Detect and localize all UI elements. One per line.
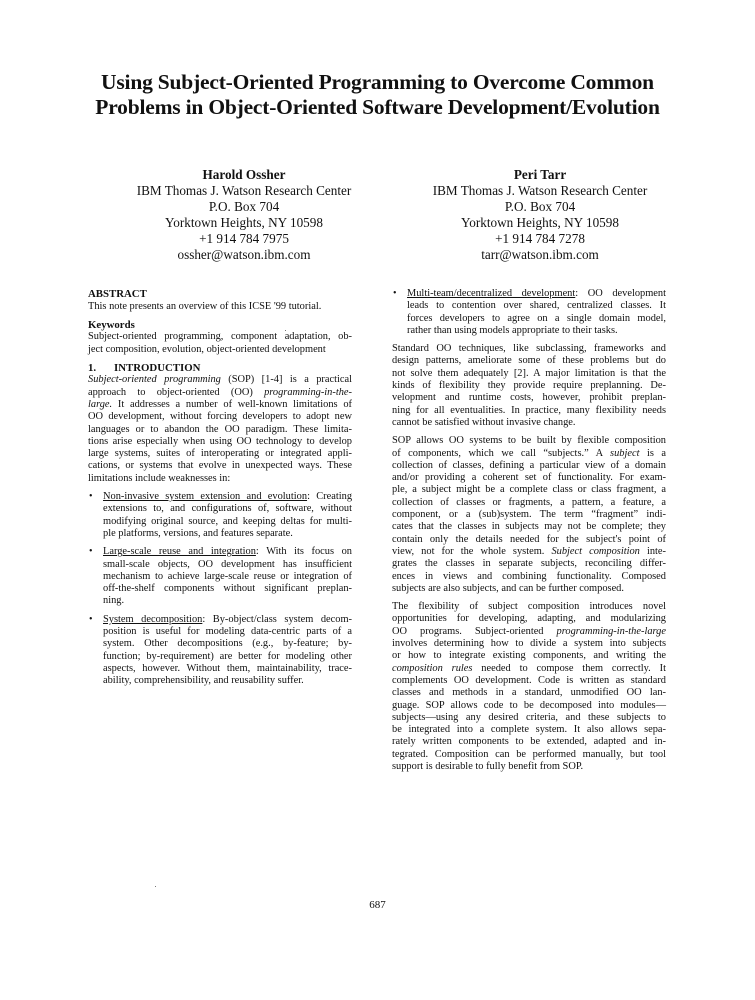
- intro-paragraph: [88, 374, 352, 485]
- abstract-text: This note presents an overview of this ICSE '99 tutorial.: [88, 300, 322, 312]
- keywords-line: Subject-oriented programming, component adaptation, ob-: [88, 331, 352, 343]
- title-line-1: Using Subject-Oriented Programming to Overcome Common: [101, 70, 654, 94]
- bullet-term: Non-invasive system extension and evolution: [103, 491, 308, 503]
- text-line: modifying original source, and keeping deltas for multi-: [103, 515, 352, 527]
- keywords-line: ject composition, evolution, object-oriented development: [88, 343, 326, 355]
- text-line: Standard OO techniques, like subclassing, frameworks and: [392, 343, 666, 355]
- text-line: aspects, however. Without them, maintainability, trace-: [103, 662, 352, 674]
- text-line: forces developers to agree on a single domain model,: [407, 312, 666, 324]
- keywords-heading: Keywords: [88, 318, 135, 331]
- text-line: support is desirable to fully benefit from SOP.: [392, 760, 584, 772]
- abstract-heading: ABSTRACT: [88, 288, 147, 300]
- text-line: ple platforms, versions, and features separate.: [103, 527, 293, 539]
- bullet-item-noninvasive: [88, 491, 352, 540]
- text-line: of components, which we call “subjects.” A subject is a: [392, 447, 666, 459]
- text-line: limitations include weaknesses in:: [88, 472, 231, 484]
- text-line: opportunities for developing, adapting, and modularizing: [392, 613, 666, 625]
- text-line: subjects—using any desired criteria, and these subjects to: [392, 711, 666, 723]
- author-address-2: Yorktown Heights, NY 10598: [461, 215, 619, 231]
- text-line: languages or to abandon the OO paradigm. These limita-: [88, 423, 352, 435]
- bullet-item-system-decomposition: [88, 614, 352, 688]
- text-line: ences in views and combining functionality. Composed: [392, 570, 666, 582]
- text-line: approach to object-oriented (OO) programming-in-the-: [88, 386, 352, 398]
- author-address-1: P.O. Box 704: [504, 199, 576, 215]
- text-line: not solve them adequately [2]. A major limitation is that the: [392, 367, 666, 379]
- text-line: cannot be satisfied without invasive change.: [392, 416, 576, 428]
- author-address-2: Yorktown Heights, NY 10598: [165, 215, 323, 231]
- text-line: and/or providing a coherent set of functionality. For exam-: [392, 472, 666, 484]
- author-name: Peri Tarr: [513, 167, 567, 182]
- text-line: OO programs. Subject-oriented programming-in-the-large: [392, 625, 666, 637]
- text-line: Multi-team/decentralized development: OO development: [407, 288, 666, 299]
- text-line: classes and methods in a standard, unmodified OO lan-: [392, 687, 666, 699]
- text-line: SOP allows OO systems to be built by flexible composition: [392, 435, 666, 447]
- bullet-term: System decomposition: [103, 613, 203, 625]
- text-line: cations, or systems that evolve in unexpected ways. These: [88, 460, 352, 472]
- left-column: [88, 288, 352, 688]
- intro-heading: [88, 362, 352, 375]
- paper-title: [0, 70, 755, 120]
- author-address-1: P.O. Box 704: [208, 199, 280, 215]
- page-number: 687: [369, 899, 386, 911]
- text-line: mechanism to achieve large-scale reuse or integration of: [103, 570, 352, 582]
- text-line: ning.: [103, 595, 125, 607]
- text-line: guage. SOP allows code to be decomposed into modules—: [392, 699, 666, 711]
- text-line: rately written components to be extended, adapted and in-: [392, 736, 666, 748]
- bullet-icon: •: [393, 288, 397, 299]
- text-line: ple, a subject might be a complete class or class fragment, a: [392, 484, 666, 496]
- text-line: tegrated. Composition can be performed manually, but tool: [392, 748, 666, 760]
- text-line: collection of classes or fragments, a pattern, a feature, a: [392, 496, 666, 508]
- text-line: tions arise especially when using OO technology to develop: [88, 435, 352, 447]
- paragraph-flexibility: [392, 601, 666, 773]
- text-line: leads to contention over shared, centralized classes. It: [407, 300, 666, 312]
- text-line: velopment and runtime costs, however, prohibit preplan-: [392, 392, 666, 404]
- text-line: off-the-shelf components without significant preplan-: [103, 583, 352, 595]
- text-line: contain only the details needed for the subject's point of: [392, 533, 666, 545]
- author-phone: +1 914 784 7278: [495, 231, 585, 247]
- scan-speck: [285, 330, 286, 331]
- title-line-2: Problems in Object-Oriented Software Development/Evolution: [95, 95, 660, 119]
- author-block-ossher: [114, 167, 374, 264]
- author-affiliation: IBM Thomas J. Watson Research Center: [432, 183, 648, 199]
- text-line: rather than using models appropriate to their tasks.: [407, 324, 618, 336]
- text-line: Non-invasive system extension and evolution: Creating: [103, 491, 353, 503]
- bullet-icon: •: [89, 491, 93, 503]
- text-line: Large-scale reuse and integration: With its focus on: [103, 546, 352, 558]
- text-line: subjects are also subjects, and can be further composed.: [392, 582, 624, 594]
- author-email: ossher@watson.ibm.com: [177, 247, 311, 263]
- text-line: or how to integrate existing components, and writing the: [392, 650, 666, 662]
- text-line: ability, comprehensibility, and reusability suffer.: [103, 675, 304, 687]
- text-line: grates the classes in separate subjects, reconciling differ-: [392, 558, 666, 570]
- text-line: large systems, suites of interoperating or integrated appli-: [88, 448, 352, 460]
- text-line: OO development, without forcing developers to adopt new: [88, 411, 352, 423]
- scan-speck: [155, 886, 156, 887]
- right-column: [392, 288, 666, 773]
- text-line: be integrated into a complete system. It also allows sepa-: [392, 724, 666, 736]
- bullet-item-large-scale-reuse: [88, 546, 352, 607]
- text-line: System decomposition: By-object/class system decom-: [103, 613, 352, 625]
- section-title: INTRODUCTION: [114, 361, 201, 374]
- bullet-icon: •: [89, 613, 93, 625]
- text-line: function; by-requirement) are better for modeling other: [103, 650, 352, 662]
- text-line: design patterns, ameliorate some of these problems but do: [392, 355, 666, 367]
- bullet-item-multi-team: [392, 288, 666, 337]
- text-line: ning for all eventualities. In practice, many flexibility needs: [392, 404, 666, 416]
- bullet-term: Large-scale reuse and integration: [103, 546, 256, 558]
- text-line: composition rules needed to compose them correctly. It: [392, 662, 666, 674]
- paragraph-standard-oo: [392, 343, 666, 429]
- text-line: large. It addresses a number of well-known limitations of: [88, 398, 352, 410]
- text-line: cates that the classes in subjects may not be complete; they: [392, 521, 666, 533]
- bullet-icon: •: [89, 546, 93, 558]
- text-line: view, not for the whole system. Subject composition inte-: [392, 545, 666, 557]
- text-line: small-scale objects, OO development has insufficient: [103, 558, 352, 570]
- author-phone: +1 914 784 7975: [199, 231, 289, 247]
- bullet-term: Multi-team/decentralized development: [407, 288, 576, 299]
- text-line: extensions to, and configurations of, software, without: [103, 503, 352, 515]
- section-number: 1.: [88, 361, 97, 374]
- text-line: The flexibility of subject composition introduces novel: [392, 601, 666, 613]
- text-line: complements OO development. Code is written as standard: [392, 674, 666, 686]
- text-line: collection of classes, defining a particular view of a domain: [392, 459, 666, 471]
- author-block-tarr: [410, 167, 670, 264]
- text-line: component, or a (sub)system. The term “fragment” indi-: [392, 509, 666, 521]
- text-line: involves determining how to divide a system into subjects: [392, 638, 666, 650]
- text-line: system. Other decompositions (e.g., by-feature; by-: [103, 638, 352, 650]
- paragraph-sop-subjects: [392, 435, 666, 595]
- text-line: kinds of flexibility they provide require preplanning. De-: [392, 380, 666, 392]
- author-email: tarr@watson.ibm.com: [481, 247, 599, 263]
- text-line: position is useful for modeling data-centric parts of a: [103, 626, 352, 638]
- text-line: Subject-oriented programming (SOP) [1-4] is a practical: [88, 374, 352, 386]
- author-name: Harold Ossher: [202, 167, 286, 182]
- author-affiliation: IBM Thomas J. Watson Research Center: [136, 183, 352, 199]
